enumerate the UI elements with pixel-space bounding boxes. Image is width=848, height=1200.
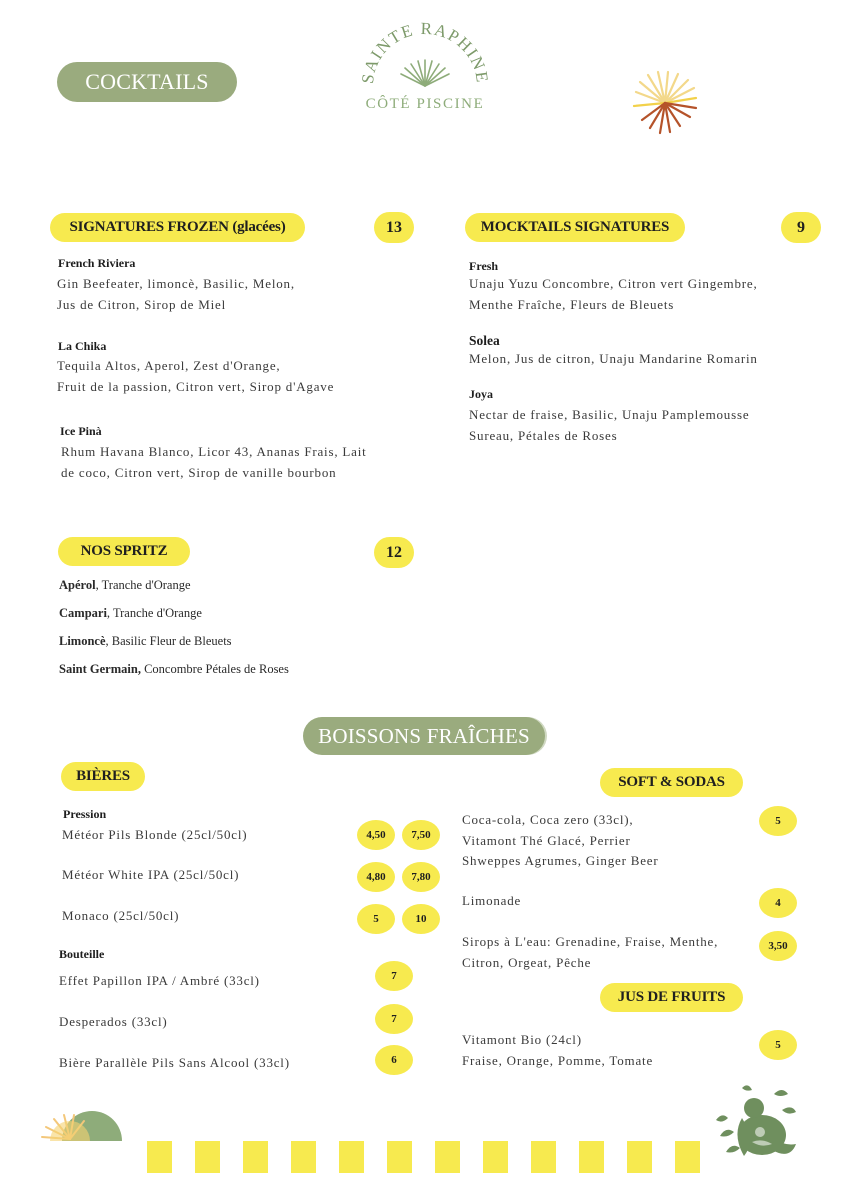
mocktails-item-name: Solea bbox=[469, 333, 500, 348]
beer-price-large: 7,80 bbox=[402, 862, 440, 892]
decor-dash bbox=[243, 1141, 268, 1173]
logo bbox=[355, 20, 495, 120]
beer-price-large: 10 bbox=[402, 904, 440, 934]
frozen-title-text: SIGNATURES FROZEN (glacées) bbox=[69, 219, 286, 235]
mocktails-title-text: MOCKTAILS SIGNATURES bbox=[480, 219, 670, 235]
jus-title bbox=[600, 983, 743, 1012]
decor-dash bbox=[483, 1141, 508, 1173]
mocktails-item-name: Fresh bbox=[469, 259, 499, 273]
half-sun-icon bbox=[40, 1105, 124, 1141]
decor-dash bbox=[531, 1141, 556, 1173]
bieres-title-text: BIÈRES bbox=[76, 768, 130, 784]
beer-price-small: 4,80 bbox=[357, 862, 395, 892]
beer-item-name: Bière Parallèle Pils Sans Alcool (33cl) bbox=[59, 1055, 290, 1070]
spritz-item: Apérol, Tranche d'Orange bbox=[59, 578, 191, 592]
decor-dash bbox=[627, 1141, 652, 1173]
frozen-item-desc: Rhum Havana Blanco, Licor 43, Ananas Frais, Lait de coco, Citron vert, Sirop de vanille bourbon bbox=[61, 444, 367, 480]
beer-price-small: 4,50 bbox=[357, 820, 395, 850]
bieres-title bbox=[61, 762, 145, 791]
frozen-item-desc: Gin Beefeater, limoncè, Basilic, Melon, Jus de Citron, Sirop de Miel bbox=[57, 276, 295, 312]
mocktails-price-badge bbox=[781, 212, 821, 243]
decor-dash bbox=[339, 1141, 364, 1173]
decor-dash bbox=[291, 1141, 316, 1173]
frozen-title bbox=[50, 213, 305, 242]
beer-price: 6 bbox=[375, 1045, 413, 1075]
spritz-item: Campari, Tranche d'Orange bbox=[59, 606, 202, 620]
soft-item: Coca-cola, Coca zero (33cl), Vitamont Thé Glacé, Perrier Shweppes Agrumes, Ginger Beer bbox=[462, 812, 659, 868]
frozen-item-name: French Riviera bbox=[58, 256, 136, 270]
spritz-item: Limoncè, Basilic Fleur de Bleuets bbox=[59, 634, 232, 648]
frozen-item-desc: Tequila Altos, Aperol, Zest d'Orange, Fruit de la passion, Citron vert, Sirop d'Agave bbox=[57, 358, 335, 394]
beer-item-name: Météor Pils Blonde (25cl/50cl) bbox=[62, 827, 248, 842]
softs-title-text: SOFT & SODAS bbox=[618, 774, 725, 790]
bouteille-label: Bouteille bbox=[59, 947, 105, 961]
softs-title bbox=[600, 768, 743, 797]
spritz-title bbox=[58, 537, 190, 566]
frozen-price: 13 bbox=[386, 218, 402, 236]
beer-item-name: Desperados (33cl) bbox=[59, 1014, 168, 1029]
spritz-item: Saint Germain, Concombre Pétales de Roses bbox=[59, 662, 289, 676]
mocktails-item-desc: Nectar de fraise, Basilic, Unaju Pamplemousse Sureau, Pétales de Roses bbox=[469, 407, 750, 443]
cocktails-title bbox=[57, 62, 237, 102]
logo-line2: CÔTÉ PISCINE bbox=[365, 96, 485, 112]
beer-price: 7 bbox=[375, 961, 413, 991]
logo-line1: SAINTE RAPHINE bbox=[357, 20, 493, 85]
logo-sunburst-icon bbox=[355, 20, 495, 92]
decor-dash bbox=[435, 1141, 460, 1173]
jus-price: 5 bbox=[759, 1030, 797, 1060]
pression-label: Pression bbox=[63, 807, 107, 821]
soft-price: 3,50 bbox=[759, 931, 797, 961]
soft-item: Sirops à L'eau: Grenadine, Fraise, Menthe, Citron, Orgeat, Pêche bbox=[462, 934, 719, 970]
decor-dash bbox=[579, 1141, 604, 1173]
cocktails-title-text: COCKTAILS bbox=[85, 69, 209, 94]
soft-item: Limonade bbox=[462, 893, 522, 908]
jus-item: Vitamont Bio (24cl) Fraise, Orange, Pomme, Tomate bbox=[462, 1032, 654, 1068]
decor-dash bbox=[147, 1141, 172, 1173]
beer-item-name: Effet Papillon IPA / Ambré (33cl) bbox=[59, 973, 260, 988]
jus-title-text: JUS DE FRUITS bbox=[617, 989, 726, 1005]
mermaid-illustration-icon bbox=[712, 1080, 802, 1170]
soft-price: 4 bbox=[759, 888, 797, 918]
spritz-title-text: NOS SPRITZ bbox=[80, 543, 168, 559]
boissons-title-text: BOISSONS FRAÎCHES bbox=[318, 723, 530, 748]
decor-dash bbox=[195, 1141, 220, 1173]
spritz-price-badge bbox=[374, 537, 414, 568]
mocktails-item-desc: Unaju Yuzu Concombre, Citron vert Gingembre, Menthe Fraîche, Fleurs de Bleuets bbox=[469, 276, 758, 312]
decor-dash bbox=[675, 1141, 700, 1173]
beer-price-large: 7,50 bbox=[402, 820, 440, 850]
frozen-price-badge bbox=[374, 212, 414, 243]
beer-item-name: Météor White IPA (25cl/50cl) bbox=[62, 867, 240, 882]
spritz-price: 12 bbox=[386, 543, 402, 561]
mocktails-item-name: Joya bbox=[469, 387, 493, 401]
beer-item-name: Monaco (25cl/50cl) bbox=[62, 908, 180, 923]
mocktails-price: 9 bbox=[797, 218, 805, 236]
beer-price-small: 5 bbox=[357, 904, 395, 934]
frozen-item-name: La Chika bbox=[58, 339, 107, 353]
mocktails-title bbox=[465, 213, 685, 242]
mocktails-item-desc: Melon, Jus de citron, Unaju Mandarine Romarin bbox=[469, 351, 758, 366]
soft-price: 5 bbox=[759, 806, 797, 836]
decor-dash bbox=[387, 1141, 412, 1173]
boissons-title bbox=[303, 717, 545, 755]
frozen-item-name: Ice Pinà bbox=[60, 424, 102, 438]
beer-price: 7 bbox=[375, 1004, 413, 1034]
sun-icon bbox=[630, 70, 700, 136]
